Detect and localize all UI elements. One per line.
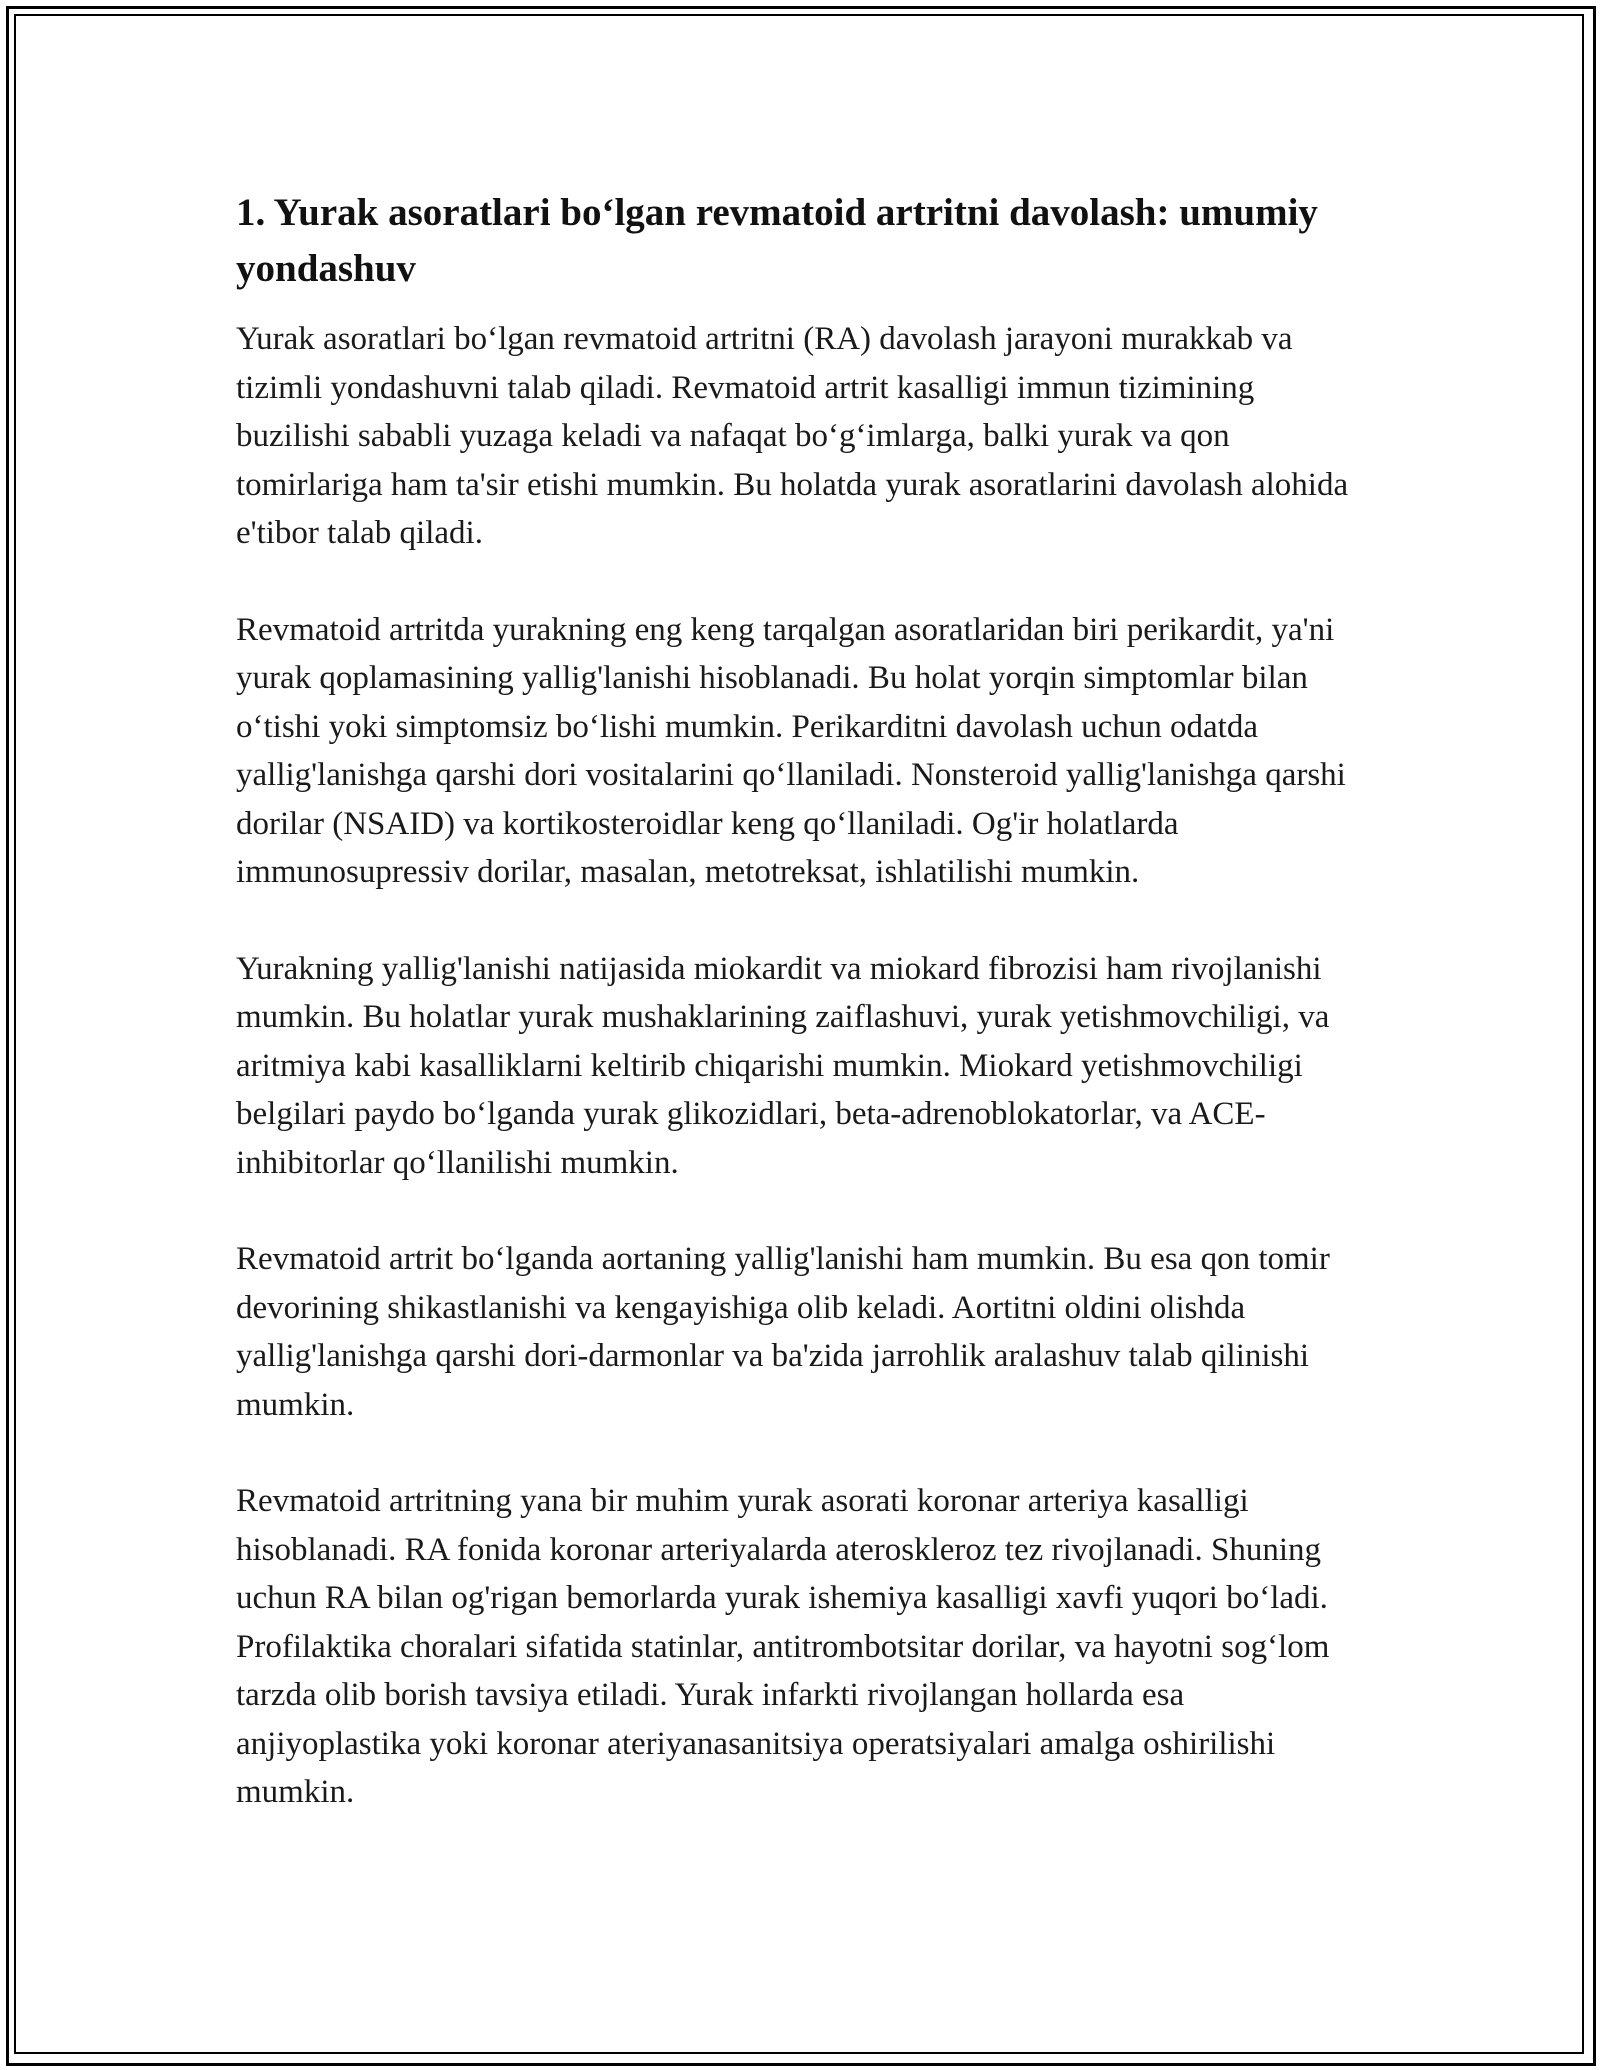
paragraph-myocarditis: Yurakning yallig'lanishi natijasida miokardit va miokard fibrozisi ham rivojlanishi mumkin. Bu holatlar yurak mushaklarining zaiflashuvi, yurak yetishmovchiligi, va aritmiya kabi kasalliklarni keltirib chiqarishi mumkin. Miokard yetishmovchiligi belgilari paydo bo‘lganda yurak glikozidlari, beta-adrenoblokatorlar, va ACE-inhibitorlar qo‘llanilishi mumkin. bbox=[236, 950, 1330, 1181]
paragraph-pericarditis: Revmatoid artritda yurakning eng keng tarqalgan asoratlaridan biri perikardit, ya'ni yurak qoplamasining yallig'lanishi hisoblanadi. Bu holat yorqin simptomlar bilan o‘tishi yoki simptomsiz bo‘lishi mumkin. Perikarditni davolash uchun odatda yallig'lanishga qarshi dori vositalarini qo‘llaniladi. Nonsteroid yallig'lanishga qarshi dorilar (NSAID) va kortikosteroidlar keng qo‘llaniladi. Og'ir holatlarda immunosupressiv dorilar, masalan, metotreksat, ishlatilishi mumkin. bbox=[236, 611, 1346, 890]
paragraph-coronary-disease: Revmatoid artritning yana bir muhim yurak asorati koronar arteriya kasalligi hisoblanadi. RA fonida koronar arteriyalarda ateroskleroz tez rivojlanadi. Shuning uchun RA bilan og'rigan bemorlarda yurak ishemiya kasalligi xavfi yuqori bo‘ladi. Profilaktika choralari sifatida statinlar, antitrombotsitar dorilar, va hayotni sog‘lom tarzda olib borish tavsiya etiladi. Yurak infarkti rivojlangan hollarda esa anjiyoplastika yoki koronar ateriyanasanitsiya operatsiyalari amalga oshirilishi mumkin. bbox=[236, 1483, 1330, 1810]
document-body bbox=[236, 185, 1376, 1865]
page-title: 1. Yurak asoratlari bo‘lgan revmatoid artritni davolash: umumiy yondashuv bbox=[236, 191, 1318, 290]
paragraph-intro: Yurak asoratlari bo‘lgan revmatoid artritni (RA) davolash jarayoni murakkab va tizimli yondashuvni talab qiladi. Revmatoid artrit kasalligi immun tizimining buzilishi sababli yuzaga keladi va nafaqat bo‘g‘imlarga, balki yurak va qon tomirlariga ham ta'sir etishi mumkin. Bu holatda yurak asoratlarini davolash alohida e'tibor talab qiladi. bbox=[236, 321, 1349, 551]
paragraph-aortitis: Revmatoid artrit bo‘lganda aortaning yallig'lanishi ham mumkin. Bu esa qon tomir devorining shikastlanishi va kengayishiga olib keladi. Aortitni oldini olishda yallig'lanishga qarshi dori-darmonlar va ba'zida jarrohlik aralashuv talab qilinishi mumkin. bbox=[236, 1241, 1330, 1423]
